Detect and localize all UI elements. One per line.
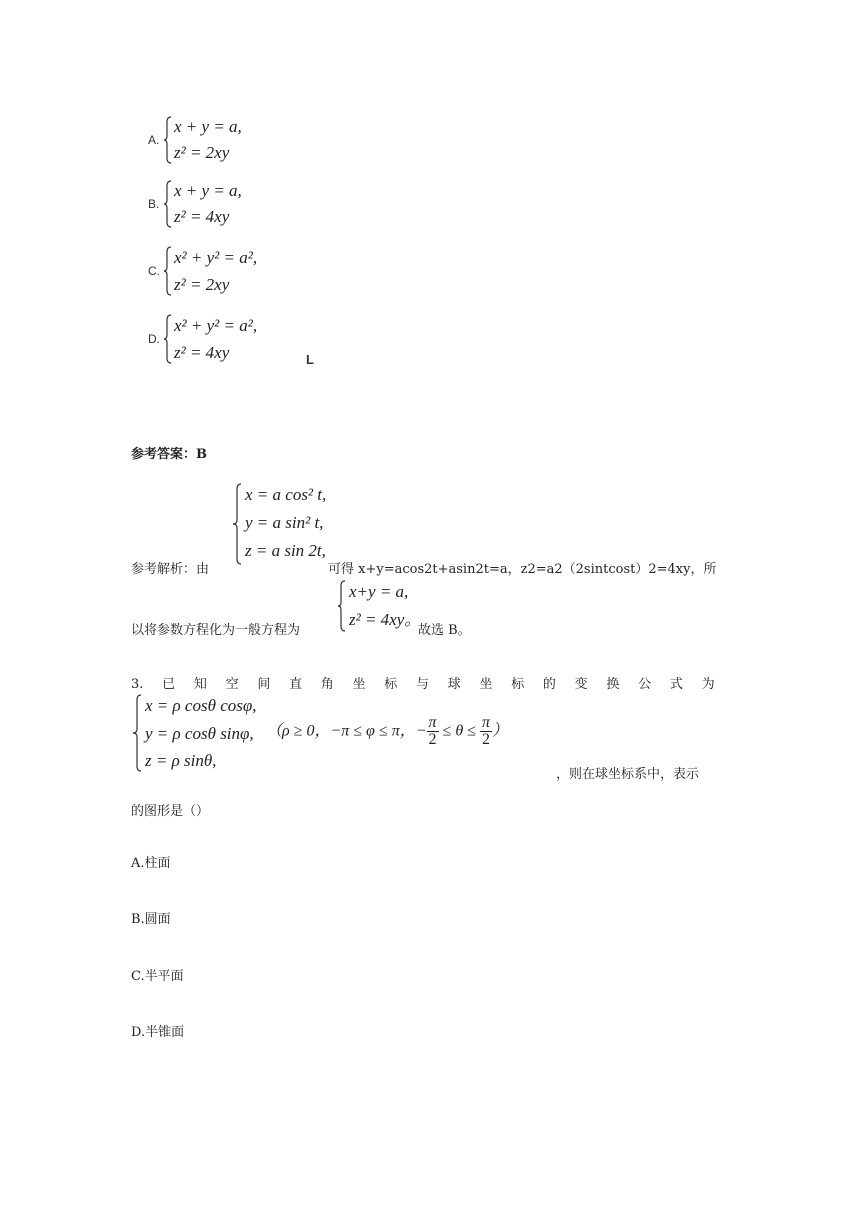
equation-line: y = ρ cosθ sinφ, <box>145 724 254 743</box>
equation-line: x = a cos² t, <box>245 485 327 504</box>
question3-intro: 3. 已 知 空 间 直 角 坐 标 与 球 坐 标 的 变 换 公 式 为 <box>131 677 715 692</box>
analysis-line2-prefix: 以将参数方程化为一般方程为 <box>131 623 301 638</box>
option-label: C. <box>148 264 160 278</box>
brace-icon <box>133 694 142 772</box>
condition-start: （ρ ≥ 0，−π ≤ φ ≤ π，− <box>266 722 427 740</box>
stray-mark: L <box>306 352 314 367</box>
choice-a: A.柱面 <box>131 856 171 871</box>
equation-line: z² = 4xy <box>174 343 230 362</box>
condition-mid: ≤ θ ≤ <box>438 722 480 740</box>
brace-icon <box>164 180 172 228</box>
question3-tail: ，则在球坐标系中，表示 <box>556 767 700 782</box>
equation-line: z² = 2xy <box>174 143 230 162</box>
choice-d: D.半锥面 <box>131 1025 185 1040</box>
equation-line: z² = 4xy。 <box>349 610 422 629</box>
brace-icon <box>338 580 346 632</box>
question3-condition <box>266 715 508 761</box>
equation-line: z = ρ sinθ, <box>145 751 217 770</box>
fraction-pi-over-2: $\frac{\pi}{2}$ <box>481 714 490 748</box>
equation-line: z² = 2xy <box>174 275 230 294</box>
question3-line2: 的图形是（） <box>131 804 210 819</box>
choice-b: B.圆面 <box>131 912 171 927</box>
brace-icon <box>233 483 242 565</box>
choice-c: C.半平面 <box>131 969 184 984</box>
fraction-pi-over-2: $\frac{\pi}{2}$ <box>428 714 437 748</box>
equation-line: z² = 4xy <box>174 207 230 226</box>
equation-line: z = a sin 2t, <box>245 541 326 560</box>
equation-line: x² + y² = a², <box>174 248 258 267</box>
option-b <box>148 180 348 228</box>
analysis-prefix: 参考解析：由 <box>131 562 210 577</box>
option-d <box>148 314 348 364</box>
equation-line: x+y = a, <box>349 582 409 601</box>
option-label: D. <box>148 332 160 346</box>
option-label: A. <box>148 133 160 147</box>
equation-line: y = a sin² t, <box>245 513 324 532</box>
equation-line: x = ρ cosθ cosφ, <box>145 696 257 715</box>
analysis-line2-suffix: 故选 B。 <box>418 623 471 638</box>
option-c <box>148 246 348 296</box>
brace-icon <box>164 314 172 364</box>
answer-heading: 参考答案：B <box>131 447 207 462</box>
equation-line: x² + y² = a², <box>174 316 258 335</box>
brace-icon <box>164 116 172 164</box>
equation-line: x + y = a, <box>174 181 242 200</box>
analysis-derivation: 可得 x+y=acos2t+asin2t=a，z2=a2（2sintcost）2=4xy，所 <box>328 562 717 577</box>
condition-end: ） <box>491 722 508 740</box>
option-label: B. <box>148 197 160 211</box>
analysis-system <box>233 483 373 565</box>
option-a <box>148 116 348 164</box>
brace-icon <box>164 246 172 296</box>
equation-line: x + y = a, <box>174 117 242 136</box>
